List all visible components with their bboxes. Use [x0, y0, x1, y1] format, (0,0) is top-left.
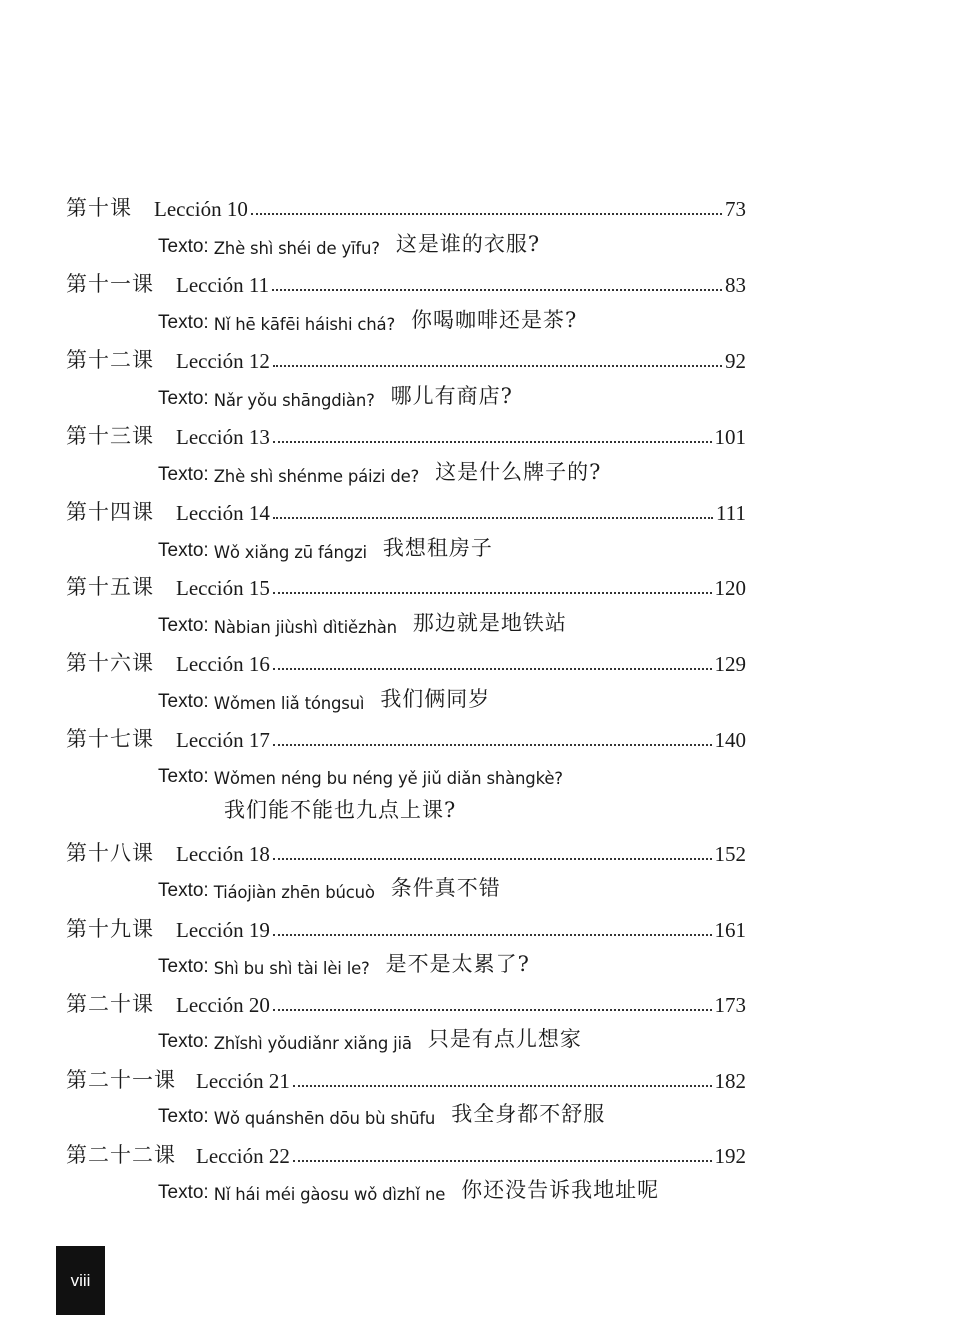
text-label: Texto: [158, 236, 209, 257]
toc-entry-lesson-12[interactable] [66, 338, 746, 374]
page-number: 92 [725, 349, 746, 373]
toc-entry-lesson-16[interactable] [66, 641, 746, 677]
page-number: 129 [714, 652, 746, 676]
hanzi-title: 你喝咖啡还是茶? [411, 308, 578, 332]
text-label: Texto: [158, 956, 209, 977]
text-label: Texto: [158, 1031, 209, 1052]
text-label: Texto: [158, 691, 209, 712]
lesson-text-line [158, 605, 567, 637]
lesson-chinese-title: 第十六课 [66, 651, 154, 675]
toc-entry-lesson-17[interactable] [66, 717, 746, 753]
page-number: 161 [714, 918, 746, 942]
hanzi-title: 我想租房子 [382, 536, 493, 560]
dot-leader [293, 1085, 712, 1087]
dot-leader [273, 365, 722, 367]
hanzi-title: 我全身都不舒服 [451, 1102, 606, 1126]
lesson-text-line [158, 302, 577, 334]
toc-entry-lesson-11[interactable] [66, 262, 746, 298]
pinyin-title: Wǒmen néng bu néng yě jiǔ diǎn shàngkè? [213, 769, 563, 788]
lesson-chinese-title: 第十二课 [66, 348, 154, 372]
lesson-text-line [158, 1172, 659, 1204]
page-number-tab: viii [56, 1246, 105, 1315]
hanzi-title: 我们俩同岁 [380, 687, 491, 711]
lesson-title: Lección 18 [176, 842, 270, 866]
text-label: Texto: [158, 1182, 209, 1203]
toc-entry-lesson-14[interactable] [66, 490, 746, 526]
dot-leader [272, 289, 722, 291]
lesson-chinese-title: 第二十一课 [66, 1068, 176, 1092]
hanzi-title: 哪儿有商店? [390, 384, 513, 408]
lesson-chinese-title: 第十九课 [66, 917, 154, 941]
lesson-chinese-title: 第二十课 [66, 992, 154, 1016]
pinyin-title: Nǐ hē kāfēi háishi chá? [213, 315, 396, 334]
hanzi-title: 这是谁的衣服? [395, 232, 541, 256]
page-number: 182 [714, 1069, 746, 1093]
lesson-title: Lección 16 [176, 652, 270, 676]
lesson-text-line [158, 454, 601, 486]
lesson-title: Lección 20 [176, 993, 270, 1017]
text-label: Texto: [158, 540, 209, 561]
lesson-text-line [158, 946, 530, 978]
toc-entry-lesson-21[interactable] [66, 1058, 746, 1094]
lesson-chinese-title: 第十课 [66, 196, 132, 220]
page-number: 173 [714, 993, 746, 1017]
page-number: 120 [714, 576, 746, 600]
pinyin-title: Wǒ quánshēn dōu bù shūfu [213, 1109, 436, 1128]
lesson-text-line [158, 1096, 605, 1128]
hanzi-title: 你还没告诉我地址呢 [461, 1178, 660, 1202]
pinyin-title: Wǒ xiǎng zū fángzi [213, 543, 367, 562]
lesson-text-line [158, 681, 490, 713]
toc-entry-lesson-13[interactable] [66, 414, 746, 450]
hanzi-title: 那边就是地铁站 [412, 611, 567, 635]
lesson-text-line [158, 756, 579, 788]
lesson-title: Lección 21 [196, 1069, 290, 1093]
dot-leader [273, 934, 712, 936]
lesson-title: Lección 14 [176, 501, 270, 525]
dot-leader [251, 213, 722, 215]
pinyin-title: Zhè shì shénme páizi de? [213, 467, 420, 486]
lesson-title: Lección 17 [176, 728, 270, 752]
hanzi-title: 是不是太累了? [385, 952, 530, 976]
dot-leader [273, 1009, 712, 1011]
text-label: Texto: [158, 312, 209, 333]
lesson-chinese-title: 第二十二课 [66, 1143, 176, 1167]
page-number: 192 [714, 1144, 746, 1168]
pinyin-title: Zhè shì shéi de yīfu? [213, 239, 380, 258]
dot-leader [273, 441, 712, 443]
dot-leader [273, 592, 712, 594]
lesson-chinese-title: 第十五课 [66, 575, 154, 599]
lesson-chinese-title: 第十一课 [66, 272, 154, 296]
lesson-text-line [158, 530, 493, 562]
lesson-title: Lección 10 [154, 197, 248, 221]
text-label: Texto: [158, 1106, 209, 1127]
hanzi-title: 只是有点儿想家 [427, 1027, 582, 1051]
page-number: 111 [716, 501, 746, 525]
dot-leader [273, 858, 712, 860]
pinyin-title: Nàbian jiùshì dìtiězhàn [213, 618, 397, 637]
lesson-chinese-title: 第十七课 [66, 727, 154, 751]
page-number: 83 [725, 273, 746, 297]
dot-leader [293, 1160, 712, 1162]
lesson-title: Lección 19 [176, 918, 270, 942]
lesson-text-line [158, 870, 501, 902]
text-label: Texto: [158, 388, 209, 409]
pinyin-title: Tiáojiàn zhēn búcuò [213, 883, 375, 902]
text-label: Texto: [158, 464, 209, 485]
pinyin-title: Shì bu shì tài lèi le? [213, 959, 370, 978]
toc-entry-lesson-22[interactable] [66, 1133, 746, 1169]
pinyin-title: Wǒmen liǎ tóngsuì [213, 694, 365, 713]
lesson-text-line [158, 1021, 582, 1053]
pinyin-title: Nǐ hái méi gàosu wǒ dìzhǐ ne [213, 1185, 446, 1204]
lesson-title: Lección 22 [196, 1144, 290, 1168]
lesson-title: Lección 11 [176, 273, 270, 297]
lesson-chinese-title: 第十四课 [66, 500, 154, 524]
dot-leader [273, 744, 712, 746]
pinyin-title: Zhǐshì yǒudiǎnr xiǎng jiā [213, 1034, 412, 1053]
text-label: Texto: [158, 880, 209, 901]
toc-entry-lesson-15[interactable] [66, 565, 746, 601]
pinyin-title: Nǎr yǒu shāngdiàn? [213, 391, 375, 410]
page-number: 140 [714, 728, 746, 752]
lesson-title: Lección 13 [176, 425, 270, 449]
lesson-chinese-title: 第十八课 [66, 841, 154, 865]
hanzi-title-wrapped: 我们能不能也九点上课? [224, 798, 457, 822]
hanzi-title: 这是什么牌子的? [435, 460, 602, 484]
toc-entry-lesson-18[interactable] [66, 831, 746, 867]
toc-entry-lesson-10[interactable] [66, 186, 746, 222]
toc-entry-lesson-20[interactable] [66, 982, 746, 1018]
dot-leader [273, 517, 713, 519]
page-number: 73 [725, 197, 746, 221]
lesson-title: Lección 12 [176, 349, 270, 373]
lesson-title: Lección 15 [176, 576, 270, 600]
toc-entry-lesson-19[interactable] [66, 907, 746, 943]
dot-leader [273, 668, 712, 670]
lesson-text-line [158, 226, 540, 258]
text-label: Texto: [158, 615, 209, 636]
lesson-text-line [158, 378, 513, 410]
lesson-chinese-title: 第十三课 [66, 424, 154, 448]
hanzi-title: 条件真不错 [390, 876, 501, 900]
page-number: 101 [714, 425, 746, 449]
text-label: Texto: [158, 766, 209, 787]
page-number: 152 [714, 842, 746, 866]
